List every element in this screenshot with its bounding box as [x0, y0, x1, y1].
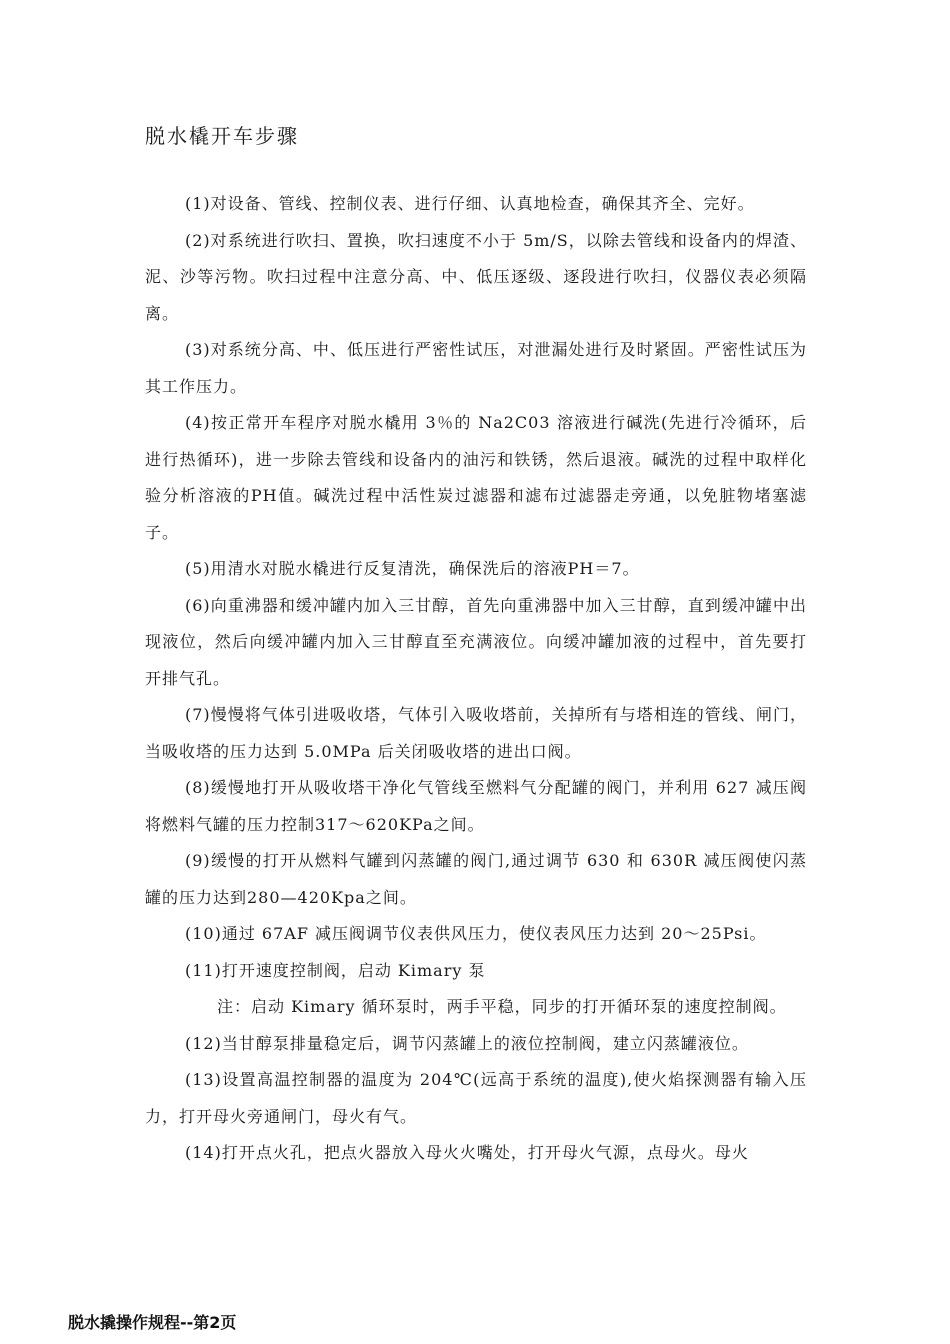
step-8: (8)缓慢地打开从吸收塔干净化气管线至燃料气分配罐的阀门，并利用 627 减压阀将燃料气罐的压力控制317～620KPa之间。 [145, 778, 807, 834]
step-7: (7)慢慢将气体引进吸收塔，气体引入吸收塔前，关掉所有与塔相连的管线、闸门，当吸收塔的压力达到 5.0MPa 后关闭吸收塔的进出口阀。 [145, 705, 807, 761]
step-3: (3)对系统分高、中、低压进行严密性试压，对泄漏处进行及时紧固。严密性试压为其工作压力。 [145, 340, 807, 396]
step-12: (12)当甘醇泵排量稳定后，调节闪蒸罐上的液位控制阀，建立闪蒸罐液位。 [185, 1033, 749, 1053]
step-6: (6)向重沸器和缓冲罐内加入三甘醇，首先向重沸器中加入三甘醇，直到缓冲罐中出现液位，然后向缓冲罐内加入三甘醇直至充满液位。向缓冲罐加液的过程中，首先要打开排气孔。 [145, 595, 807, 688]
page-footer: 脱水撬操作规程--第2页 [68, 1313, 237, 1332]
step-2: (2)对系统进行吹扫、置换，吹扫速度不小于 5m/S，以除去管线和设备内的焊渣、泥、沙等污物。吹扫过程中注意分高、中、低压逐级、逐段进行吹扫，仪器仪表必须隔离。 [145, 230, 807, 323]
step-5: (5)用清水对脱水橇进行反复清洗，确保洗后的溶液PH＝7。 [185, 559, 640, 578]
step-4: (4)按正常开车程序对脱水橇用 3％的 Na2C03 溶液进行碱洗(先进行冷循环，后进行热循环)，进一步除去管线和设备内的油污和铁锈，然后退液。碱洗的过程中取样化验分析溶液的PH值。碱洗过程中活性炭过滤器和滤布过滤器走旁通，以免脏物堵塞滤子。 [145, 413, 807, 542]
step-10: (10)通过 67AF 减压阀调节仪表供风压力，使仪表风压力达到 20～25Psi。 [185, 924, 767, 943]
document-body [145, 186, 807, 1172]
document-title: 脱水橇开车步骤 [145, 124, 299, 148]
step-14: (14)打开点火孔，把点火器放入母火火嘴处，打开母火气源，点母火。母火 [185, 1143, 749, 1162]
step-11-note: 注：启动 Kimary 循环泵时，两手平稳，同步的打开循环泵的速度控制阀。 [217, 997, 787, 1016]
step-1: (1)对设备、管线、控制仪表、进行仔细、认真地检查，确保其齐全、完好。 [185, 194, 755, 213]
step-13: (13)设置高温控制器的温度为 204℃(远高于系统的温度),使火焰探测器有输入压力，打开母火旁通闸门，母火有气。 [145, 1070, 807, 1126]
step-9: (9)缓慢的打开从燃料气罐到闪蒸罐的阀门,通过调节 630 和 630R 减压阀使闪蒸罐的压力达到280—420Kpa之间。 [145, 851, 807, 907]
step-11: (11)打开速度控制阀，启动 Kimary 泵 [185, 960, 486, 980]
